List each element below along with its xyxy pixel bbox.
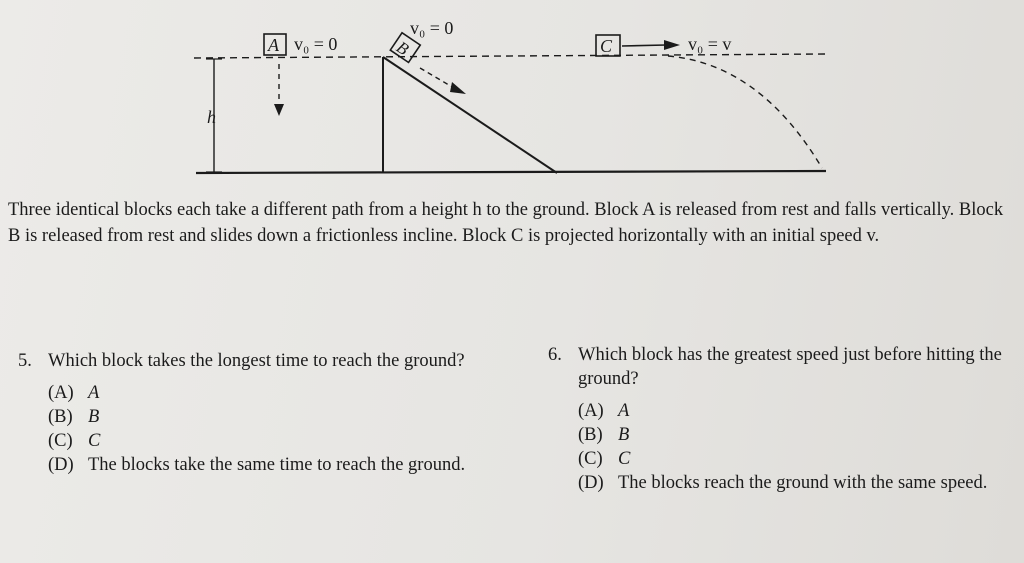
question-text: Which block has the greatest speed just before hitting the ground?: [578, 345, 1002, 389]
block-c-letter: C: [600, 36, 613, 56]
choice-letter: (B): [48, 407, 73, 427]
choice-letter: (B): [578, 425, 603, 445]
height-dashed-line: [194, 54, 826, 58]
choice-text: B: [88, 407, 100, 427]
height-label: h: [207, 107, 216, 127]
answer-choice-c[interactable]: [578, 447, 1008, 471]
choice-text: A: [618, 401, 630, 421]
choice-text: The blocks take the same time to reach the ground.: [88, 455, 466, 475]
ground-line: [196, 171, 826, 173]
answer-choice-d[interactable]: [48, 453, 488, 477]
answer-choice-a[interactable]: [578, 399, 1008, 423]
question-number: 5.: [18, 351, 32, 371]
block-a-speed-label: v₀ = 0: [294, 34, 338, 54]
question-5: [18, 349, 488, 477]
problem-intro: Three identical blocks each take a different path from a height h to the ground. Block A is released from rest and falls vertically. Block B is released from rest and slides down a frictionless incline. Block C is projected horizontally with an initial speed v.: [8, 200, 1004, 246]
block-c-arrowhead: [664, 40, 680, 50]
incline-slope: [383, 57, 557, 173]
physics-diagram: [0, 0, 1024, 200]
answer-choice-a[interactable]: [48, 381, 488, 405]
answer-choice-d[interactable]: [578, 471, 1008, 495]
block-c-speed-label: v₀ = v: [688, 34, 732, 54]
question-6: [548, 343, 1008, 495]
choice-text: The blocks reach the ground with the same speed.: [618, 473, 988, 493]
choice-text: A: [88, 383, 100, 403]
choice-text: B: [618, 425, 630, 445]
choice-text: C: [88, 431, 101, 451]
choice-letter: (D): [578, 473, 604, 493]
answer-choices: [18, 381, 488, 477]
answer-choice-b[interactable]: [578, 423, 1008, 447]
question-text: Which block takes the longest time to reach the ground?: [48, 351, 465, 371]
answer-choice-b[interactable]: [48, 405, 488, 429]
block-b-speed-label: v₀ = 0: [410, 18, 454, 38]
choice-letter: (C): [578, 449, 603, 469]
block-a-letter: A: [268, 35, 279, 55]
choice-letter: (A): [48, 383, 74, 403]
question-number: 6.: [548, 345, 562, 365]
choice-text: C: [618, 449, 631, 469]
answer-choices: [548, 399, 1008, 495]
choice-letter: (A): [578, 401, 604, 421]
block-c-trajectory: [668, 56, 822, 168]
choice-letter: (D): [48, 455, 74, 475]
block-b-arrowhead: [450, 82, 466, 94]
block-c-velocity-arrow: [622, 45, 666, 46]
block-a-arrowhead: [274, 104, 284, 116]
block-b-letter: B: [393, 37, 413, 60]
choice-letter: (C): [48, 431, 73, 451]
answer-choice-c[interactable]: [48, 429, 488, 453]
